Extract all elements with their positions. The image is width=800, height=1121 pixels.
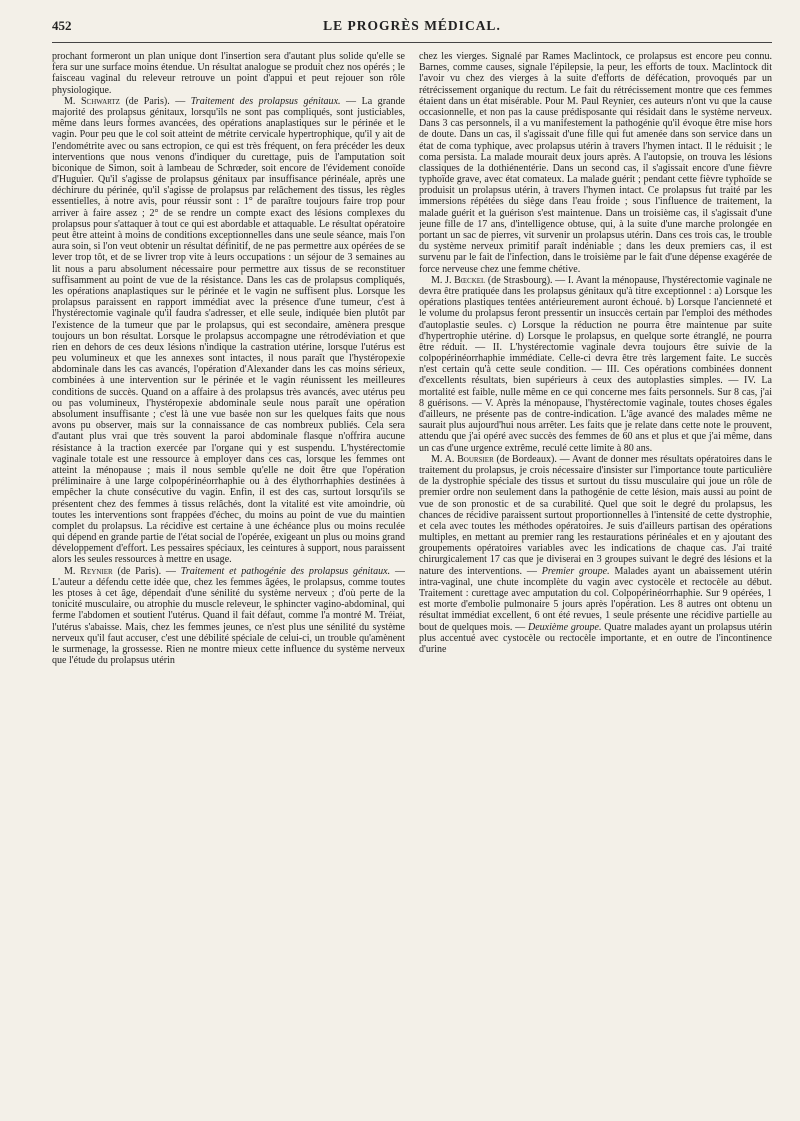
journal-title: LE PROGRÈS MÉDICAL.	[323, 18, 501, 33]
lead: M. J.	[431, 274, 455, 286]
author-place: (de Paris). —	[112, 565, 181, 577]
group-heading: Premier groupe.	[541, 565, 610, 577]
left-column	[52, 51, 405, 1121]
right-column	[419, 51, 772, 1121]
paragraph-continued: chez les vierges. Signalé par Rames Maclintock, ce prolapsus est encore peu connu. Barnes, comme causes, signale l'épilepsie, la peur, les efforts de toux. Maclintock dit l'avoir vu chez des vierges à la suite d'efforts de défécation, provoqués par un rétrécissement organique du rectum. Le fait du rétrécissement montre que ces femmes étaient dans un état misérable. Pour M. Paul Reynier, ces auteurs n'ont vu que la cause occasionnelle, et non pas la cause prédisposante qui résidait dans le système nerveux. Dans 3 cas personnels, il a vu manifestement la pathogénie qu'il évoque être mise hors de doute. Dans un cas, il s'agissait d'une fille qui fut amenée dans son service dans un état de coma typhique, avec prolapsus utérin à travers l'hymen intact. Il le réduisit ; le coma persista. La malade mourait deux jours après. A l'autopsie, on trouva les lésions classiques de la dothiénentérie. Dans un second cas, il s'agissait encore d'une fièvre typhoïde grave, avec état comateux. La malade guérit ; pendant cette fièvre typhoïde se produisit un prolapsus utérin, à travers l'hymen intact. Ce prolapsus fut traité par les immersions répétées du siège dans l'eau froide ; sous l'influence de traitement, la malade guérit et la guérison s'est maintenue. Dans un troisième cas, il s'agissait d'une jeune fille de 17 ans, d'intelligence obtuse, qui, à la suite d'une marche prolongée en portant un sac de pierres, vit survenir un prolapsus utérin. Dans ces trois cas, le trouble du système nerveux primitif paraît indéniable ; dans les deux premiers cas, il est survenu par le fait de l'infection, dans le troisième par le fait d'une dépense exagérée de force nerveuse chez une femme chétive.	[419, 51, 772, 275]
lead: M.	[64, 565, 81, 577]
group-heading: Deuxième groupe.	[527, 621, 602, 633]
paragraph-body: Quatre malades ayant un prolapsus utérin plus accentué avec cystocèle ou rectocèle importante, et en outre de l'incontinence d'urine	[419, 621, 772, 655]
author-place: (de Bordeaux). —	[493, 453, 572, 465]
lead: M. A.	[431, 453, 458, 465]
author-name: Reynier	[80, 565, 113, 577]
author-place: (de Paris). —	[119, 95, 191, 107]
paper-title: Traitement des prolapsus génitaux.	[190, 95, 341, 107]
text-columns	[52, 51, 772, 1121]
author-name: Schwartz	[80, 95, 120, 107]
paragraph-boeckel	[419, 275, 772, 454]
paragraph-body: I. Avant la ménopause, l'hystérectomie vaginale ne devra être pratiquée dans les prolapsus génitaux qu'à titre exceptionnel : a) Lorsque les opérations plastiques tentées antérieurement auront échoué. b) Lorsque l'ancienneté et le volume du prolapsus feront pressentir un insuccès certain par l'emploi des méthodes d'autoplastie seules. c) Lorsque la réduction ne pourra être maintenue par suite d'hypertrophie utérine. d) Lorsque le prolapsus, en quelque sorte étranglé, ne pourra être réduit. — II. L'hystérectomie vaginale devra toujours être suivie de la colpopérinéorrhaphie immédiate. Celle-ci devra être très largement faite. Le succès n'est certain qu'à cette seule condition. — III. Ces opérations combinées donnent d'excellents résultats, bien supérieurs à ceux des autoplasties simples. — IV. La mortalité est faible, nulle même en ce qui concerne mes faits personnels. Sur 8 cas, j'ai 8 guérisons. — V. Après la ménopause, l'hystérectomie vaginale, toutes choses égales d'ailleurs, ne présente pas de contre-indication. L'âge avancé des malades même ne saurait plus aujourd'hui nous arrêter. Les faits que je relate dans cette note le prouvent, attendu que j'ai opéré avec succès des femmes de 60 ans et plus et que j'ai même, dans un cas d'une urgence extrême, reculé cette limite à 80 ans.	[419, 274, 772, 454]
lead: M.	[64, 95, 81, 107]
paragraph-body: — La grande majorité des prolapsus génitaux, lorsqu'ils ne sont pas compliqués, sont justiciables, même dans leurs formes avancées, des opérations anaplastiques sur le périnée et le vagin. Pour peu que le col soit atteint de métrite cervicale hypertrophique, qu'il y ait de l'endométrite avec ou sans ectropion, ce qui est très fréquent, on fera précéder les deux interventions que nous venons d'indiquer du curettage, puis de l'amputation soit biconique de Simon, soit à lambeau de Schrœder, soit encore de l'évidement conoïde d'Huguier. Qu'il s'agisse de prolapsus génitaux par insuffisance périnéale, après une déchirure du périnée, qu'il s'agisse de prolapsus par relâchement des tissus, les règles essentielles, à notre avis, pour réussir sont : 1° de paraître toujours faire trop pour arriver à faire assez ; 2° de se rendre un compte exact des lésions complexes du prolapsus pour s'attaquer à tout ce qui est abordable et attaquable. Le résultat opératoire peut être atteint à moins de conditions exceptionnelles dans une seule séance, mais l'on aura soin, si l'on veut obtenir un résultat définitif, de ne pas permettre aux opérées de se lever trop tôt, et de se livrer trop vite à leurs occupations : un séjour de 3 semaines au lit nous a paru absolument nécessaire pour permettre aux tissus de se reconstituer suffisamment au point de vue de la résistance. Dans les cas de prolapsus compliqués, les opérations anaplastiques sur le périnée et le vagin ne suffisent plus. Lorsque les prolapsus paraissent en rapport immédiat avec la présence d'une tumeur, c'est à l'hystérectomie vaginale qu'il faudra s'adresser, et elle seule, indiquée bien plutôt par l'existence de la tumeur que par le prolapsus, qui est secondaire, amènera presque toujours un bon résultat. Lorsque le prolapsus accompagne une rétrodéviation et que rien en dehors de ces deux lésions n'indique la castration utérine, lorsque l'utérus est peu volumineux et que les annexes sont intactes, il nous paraît que l'hystéropexie abdominale dans les cas avancés, l'opération d'Alexander dans les cas moins sérieux, combinées à une intervention sur le périnée et le vagin réunissent les meilleures conditions de succès. Quand on a affaire à des prolapsus très avancés, avec utérus peu ou pas volumineux, l'hystéropexie abdominale seule nous paraît une opération absolument insuffisante ; c'est là une vue basée non sur les quelques faits que nous avons pu observer, mais sur la connaissance de cas nombreux publiés. Cela sera d'autant plus vrai que très souvent la paroi abdominale flasque n'offrira aucune résistance à la traction exercée par l'organe qui y est suspendu. L'hystérectomie vaginale totale est une ressource à employer dans ces cas, lorsque les femmes ont atteint la ménopause ; mais il nous semble qu'elle ne doit être que l'opération préliminaire à une large colpopérinéorrhaphie ou à des élythorrhaphies destinées à empêcher la chute consécutive du vagin. Enfin, il est des cas, surtout lorsqu'ils se présentent chez des femmes à tissus relâchés, dont la vitalité est vite amoindrie, où toutes les interventions sont frappées d'échec, du moins au point de vue du maintien complet du prolapsus. La récidive est certaine à une échéance plus ou moins reculée qui dépend en grande partie de l'état social de l'opérée, exigeant un plus ou moins grand développement d'effort. Les pessaires spéciaux, les ceintures à support, nous paraissent alors les seules ressources à mettre en usage.	[52, 95, 405, 566]
running-header	[52, 18, 772, 38]
author-place: (de Strasbourg). —	[485, 274, 568, 286]
author-name: Boursier	[457, 453, 494, 465]
paper-title: Traitement et pathogénie des prolapsus génitaux.	[180, 565, 391, 577]
paragraph-boursier	[419, 454, 772, 655]
header-rule	[52, 42, 772, 43]
paragraph-body: — L'auteur a défendu cette idée que, chez les femmes âgées, le prolapsus, comme toutes les ptoses à cet âge, dépendait d'une sénilité du système nerveux ; d'où perte de la tonicité musculaire, ou atrophie du muscle releveur, le sphincter vagino-abdominal, qui ferme l'abdomen et soutient l'utérus. Quand il fait défaut, comme l'a montré M. Tréiat, l'utérus s'abaisse. Mais, chez les femmes jeunes, ce n'est plus une sénilité du système nerveux qu'il faut accuser, c'est une débilité spéciale de celui-ci, un trouble qu'amènent le surmenage, la grossesse. Rien ne montre mieux cette influence du système nerveux que l'étude du prolapsus utérin	[52, 565, 405, 667]
page-number: 452	[52, 18, 72, 33]
paragraph-body: Avant de donner mes résultats opératoires dans le traitement du prolapsus, je crois nécessaire d'insister sur l'importance toute particulière de la dystrophie spéciale des tissus et surtout du tissu musculaire qui joue un rôle de premier ordre non seulement dans la pathogénie de cette lésion, mais aussi au point de vue de son pronostic et de sa curabilité. Quel que soit le degré du prolapsus, les chances de récidive paraissent surtout proportionnelles à l'intensité de cette dystrophie, et cela avec toutes les méthodes opératoires. Je suis d'ailleurs partisan des opérations multiples, en mettant au premier rang les restaurations périnéales et en y ajoutant des groupements opératoires variables avec les indications de chaque cas. J'ai traité chirurgicalement 17 cas que je diviserai en 3 groupes suivant le degré des lésions et la nature des interventions. —	[419, 453, 772, 577]
paragraph-reynier	[52, 566, 405, 667]
paragraph-schwartz	[52, 96, 405, 566]
paragraph-body: Malades ayant un abaissement utérin intra-vaginal, une chute incomplète du vagin avec cystocèle et rectocèle au début. Traitement : curettage avec amputation du col. Colpopérinéorrhaphie. Sur 9 opérées, 1 est morte d'embolie pulmonaire 5 jours après l'opération. Les 8 autres ont obtenu un résultat immédiat excellent, 6 ont été revues, 1 seule présente une récidive partielle au bout de quelques mois. —	[419, 565, 772, 633]
paragraph-continued: prochant formeront un plan unique dont l'insertion sera d'autant plus solide qu'elle se fera sur une surface moins étendue. Un résultat analogue se produit chez nos opérés ; le faisceau vaginal du releveur retrouve un point d'appui et peut rejouer son rôle physiologique.	[52, 51, 405, 96]
author-name: Bœckel	[454, 274, 486, 286]
